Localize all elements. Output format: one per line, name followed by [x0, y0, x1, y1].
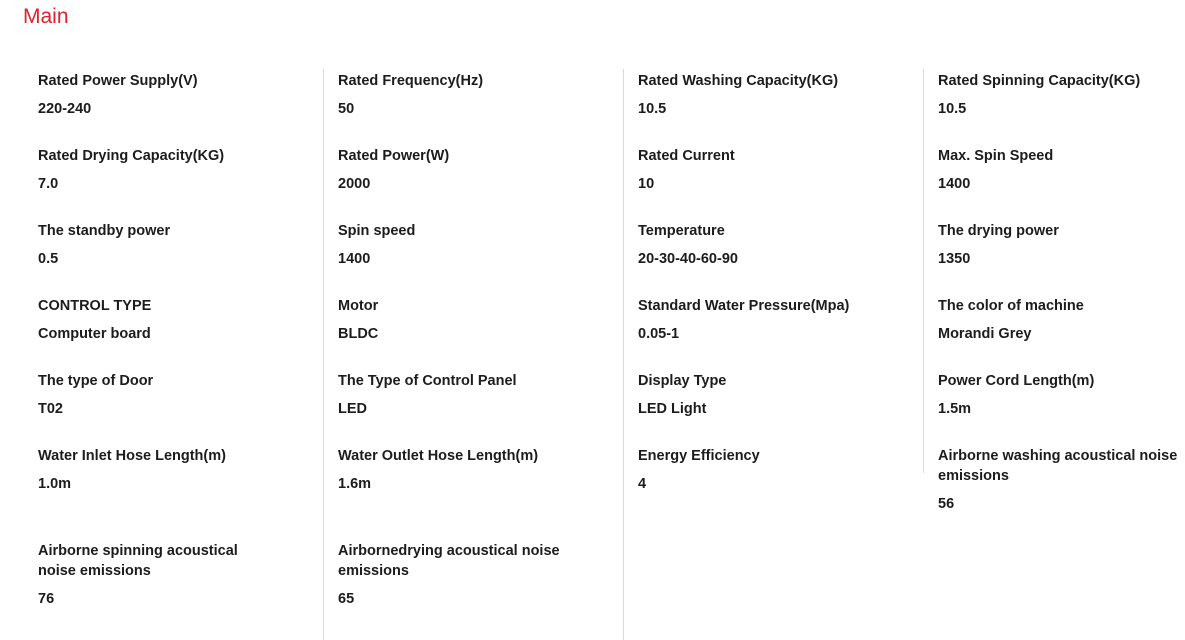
column-divider	[323, 69, 324, 640]
spec-label: Power Cord Length(m)	[938, 373, 1095, 389]
spec-value: 1400	[938, 176, 971, 192]
spec-value: 1.5m	[938, 401, 972, 417]
spec-item	[38, 371, 278, 419]
spec-label: Water Outlet Hose Length(m)	[338, 448, 539, 464]
spec-value: BLDC	[338, 326, 379, 342]
spec-value: 10	[638, 176, 655, 192]
spec-item	[338, 146, 578, 194]
spec-item	[938, 71, 1178, 119]
spec-item	[338, 221, 578, 269]
spec-label: The Type of Control Panel	[338, 373, 517, 389]
spec-value: T02	[38, 401, 63, 417]
spec-label: Water Inlet Hose Length(m)	[38, 448, 226, 464]
spec-value: 56	[938, 496, 955, 512]
spec-item	[938, 296, 1178, 344]
spec-value: 0.05-1	[638, 326, 680, 342]
spec-value: 4	[638, 476, 647, 492]
spec-label: Airborne washing acoustical noise emissions	[938, 448, 1178, 484]
spec-label: Airborne spinning acoustical noise emissions	[38, 543, 238, 579]
spec-label: The type of Door	[38, 373, 154, 389]
spec-value: LED Light	[638, 401, 707, 417]
spec-value: 10.5	[938, 101, 967, 117]
spec-value: 65	[338, 591, 355, 607]
spec-value: 1.0m	[38, 476, 72, 492]
spec-value: 2000	[338, 176, 371, 192]
spec-item	[638, 296, 878, 344]
spec-value: 1350	[938, 251, 971, 267]
spec-label: Max. Spin Speed	[938, 148, 1054, 164]
spec-value: 10.5	[638, 101, 667, 117]
spec-item	[338, 71, 578, 119]
spec-label: Rated Current	[638, 148, 735, 164]
spec-value: 1400	[338, 251, 371, 267]
spec-label: Standard Water Pressure(Mpa)	[638, 298, 850, 314]
spec-item	[938, 146, 1178, 194]
column-divider	[923, 69, 924, 473]
spec-item	[938, 446, 1178, 514]
spec-item	[38, 71, 278, 119]
spec-label: The standby power	[38, 223, 171, 239]
spec-value: 20-30-40-60-90	[638, 251, 738, 267]
spec-item	[638, 371, 878, 419]
spec-item	[38, 541, 278, 609]
spec-label: Spin speed	[338, 223, 416, 239]
spec-value: 76	[38, 591, 55, 607]
spec-label: Display Type	[638, 373, 727, 389]
spec-value: Morandi Grey	[938, 326, 1032, 342]
spec-label: Rated Spinning Capacity(KG)	[938, 73, 1141, 89]
spec-item	[938, 371, 1178, 419]
spec-label: Rated Washing Capacity(KG)	[638, 73, 839, 89]
spec-item	[638, 446, 878, 494]
spec-label: The drying power	[938, 223, 1059, 239]
spec-label: Energy Efficiency	[638, 448, 760, 464]
spec-value: 0.5	[38, 251, 59, 267]
spec-value: 1.6m	[338, 476, 372, 492]
spec-item	[938, 221, 1178, 269]
spec-item	[38, 221, 278, 269]
spec-value: LED	[338, 401, 367, 417]
spec-value: Computer board	[38, 326, 151, 342]
spec-label: Rated Power Supply(V)	[38, 73, 198, 89]
spec-label: Rated Frequency(Hz)	[338, 73, 484, 89]
spec-item	[38, 446, 278, 494]
spec-grid	[0, 69, 1185, 640]
spec-value: 7.0	[38, 176, 59, 192]
spec-label: Airbornedrying acoustical noise emissions	[338, 543, 560, 579]
spec-label: CONTROL TYPE	[38, 298, 152, 314]
spec-item	[638, 146, 878, 194]
spec-item	[338, 371, 578, 419]
spec-label: Rated Power(W)	[338, 148, 450, 164]
section-title: Main	[23, 5, 69, 28]
spec-value: 50	[338, 101, 355, 117]
spec-label: The color of machine	[938, 298, 1084, 314]
spec-item	[38, 296, 278, 344]
spec-value: 220-240	[38, 101, 92, 117]
spec-item	[638, 71, 878, 119]
spec-label: Motor	[338, 298, 379, 314]
spec-item	[338, 446, 578, 494]
spec-item	[338, 296, 578, 344]
spec-item	[38, 146, 278, 194]
spec-item	[338, 541, 628, 609]
spec-label: Rated Drying Capacity(KG)	[38, 148, 225, 164]
spec-label: Temperature	[638, 223, 725, 239]
spec-item	[638, 221, 878, 269]
